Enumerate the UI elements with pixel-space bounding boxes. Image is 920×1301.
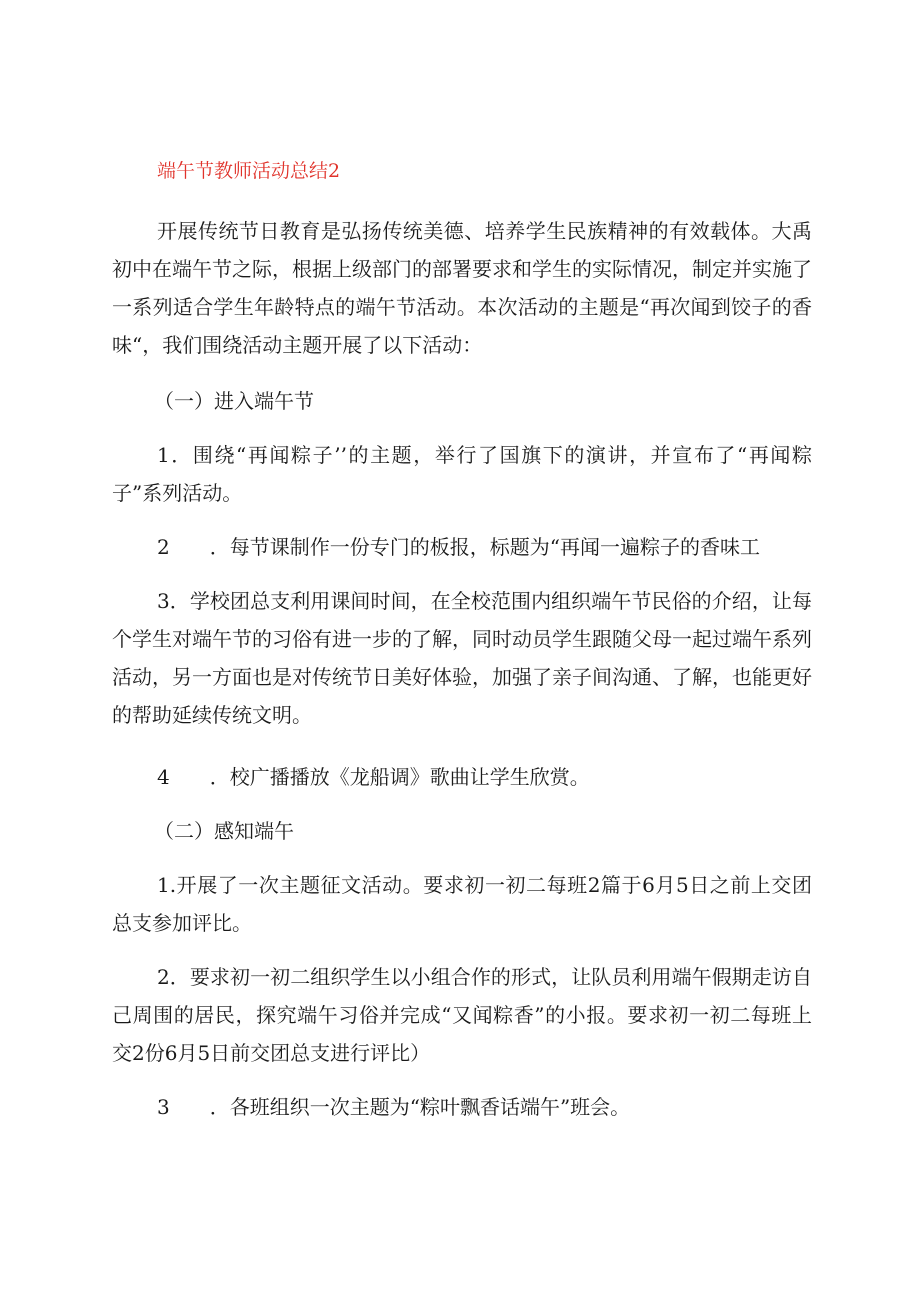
item-2-3: 3 ．各班组织一次主题为“粽叶飘香话端午”班会。 [157,1095,631,1119]
item-2-1: 1.开展了一次主题征文活动。要求初一初二每班2篇于6月5日之前上交团总支参加评比。 [112,873,812,935]
intro-paragraph: 开展传统节日教育是弘扬传统美德、培养学生民族精神的有效载体。大禹初中在端午节之际，根据上级部门的部署要求和学生的实际情况，制定并实施了一系列适合学生年龄特点的端午节活动。本次活动的主题是“再次闻到饺子的香味“，我们围绕活动主题开展了以下活动： [112,219,812,357]
item-1-1: 1．围绕“再闻粽子’’的主题，举行了国旗下的演讲，并宣布了“再闻粽子”系列活动。 [112,443,812,505]
section-heading-2: （二）感知端午 [154,819,294,843]
item-1-3: 3．学校团总支利用课间时间，在全校范围内组织端午节民俗的介绍，让每个学生对端午节的习俗有进一步的了解，同时动员学生跟随父母一起过端午系列活动，另一方面也是对传统节日美好体验，加强了亲子间沟通、了解，也能更好的帮助延续传统文明。 [112,589,812,727]
section-heading-1: （一）进入端午节 [154,389,314,413]
item-2-2: 2．要求初一初二组织学生以小组合作的形式，让队员利用端午假期走访自己周围的居民，探究端午习俗并完成“又闻粽香”的小报。要求初一初二每班上交2份6月5日前交团总支进行评比） [112,965,812,1065]
document-title: 端午节教师活动总结2 [157,160,341,182]
item-1-2: 2 ．每节课制作一份专门的板报，标题为“再闻一遍粽子的香味工 [157,535,760,559]
item-1-4: 4 ．校广播播放《龙船调》歌曲让学生欣赏。 [157,765,590,789]
